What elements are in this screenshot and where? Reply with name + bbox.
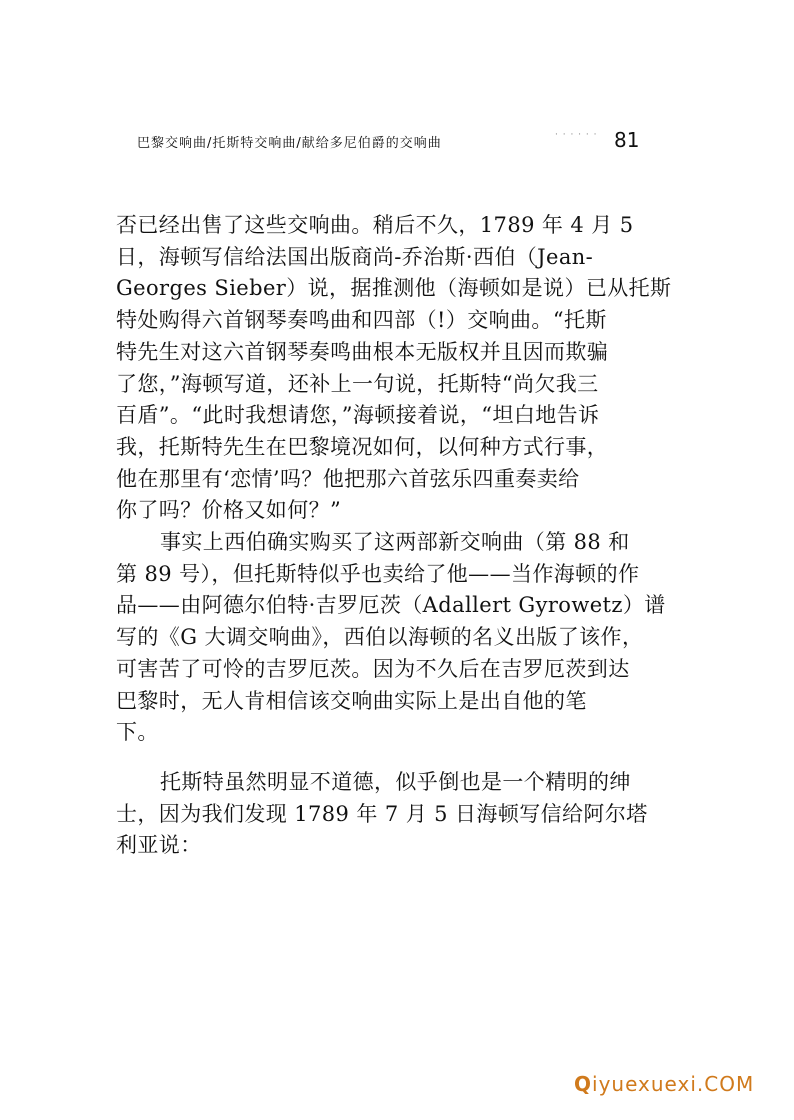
text-line: 第 89 号），但托斯特似乎也卖给了他——当作海顿的作 [116,561,640,586]
site-watermark [574,1072,754,1096]
text-line: 下。 [116,720,159,745]
paragraph-2 [116,527,676,749]
text-line: Georges Sieber）说，据推测他（海顿如是说）已从托斯 [116,276,672,301]
text-line: 品——由阿德尔伯特·吉罗厄茨（Adallert Gyrowetz）谱 [116,593,666,618]
text-line: 否已经出售了这些交响曲。稍后不久，1789 年 4 月 5 [116,213,634,237]
page-number: 81 [614,128,640,152]
text-line: 巴黎时，无人肯相信该交响曲实际上是出自他的笔 [116,688,587,713]
running-header-title: 巴黎交响曲/托斯特交响曲/献给多尼伯爵的交响曲 [137,136,442,151]
text-line: 特处购得六首钢琴奏鸣曲和四部（!）交响曲。“托斯 [116,308,607,333]
text-line: 日，海顿写信给法国出版商尚-乔治斯·西伯（Jean- [116,244,594,269]
text-line: 百盾”。“此时我想请您，”海顿接着说，“坦白地告诉 [116,403,600,428]
watermark-text: iyuexuexi.COM [592,1072,755,1096]
text-line: 托斯特虽然明显不道德，似乎倒也是一个精明的绅 [160,769,631,794]
text-line: 他在那里有‘恋情’吗？他把那六首弦乐四重奏卖给 [116,466,580,491]
text-line: 了您，”海顿写道，还补上一句说，托斯特“尚欠我三 [116,371,599,396]
running-header [137,128,640,152]
text-line: 我，托斯特先生在巴黎境况如何，以何种方式行事， [116,434,609,459]
text-line: 特先生对这六首钢琴奏鸣曲根本无版权并且因而欺骗 [116,339,609,364]
text-line: 士，因为我们发现 1789 年 7 月 5 日海顿写信给阿尔塔 [116,801,648,826]
text-line: 可害苦了可怜的吉罗厄茨。因为不久后在吉罗厄茨到达 [116,656,630,681]
text-line: 事实上西伯确实购买了这两部新交响曲（第 88 和 [160,530,630,555]
text-line: 写的《G 大调交响曲》，西伯以海顿的名义出版了该作， [116,625,644,650]
text-line: 利亚说： [116,833,202,858]
paragraph-1 [116,210,676,527]
header-decoration: · · · · · · [555,130,598,140]
paragraph-3 [116,767,676,862]
watermark-logo-letter: Q [574,1072,593,1096]
text-line: 你了吗？价格又如何？” [116,498,342,523]
body-text [116,210,676,862]
